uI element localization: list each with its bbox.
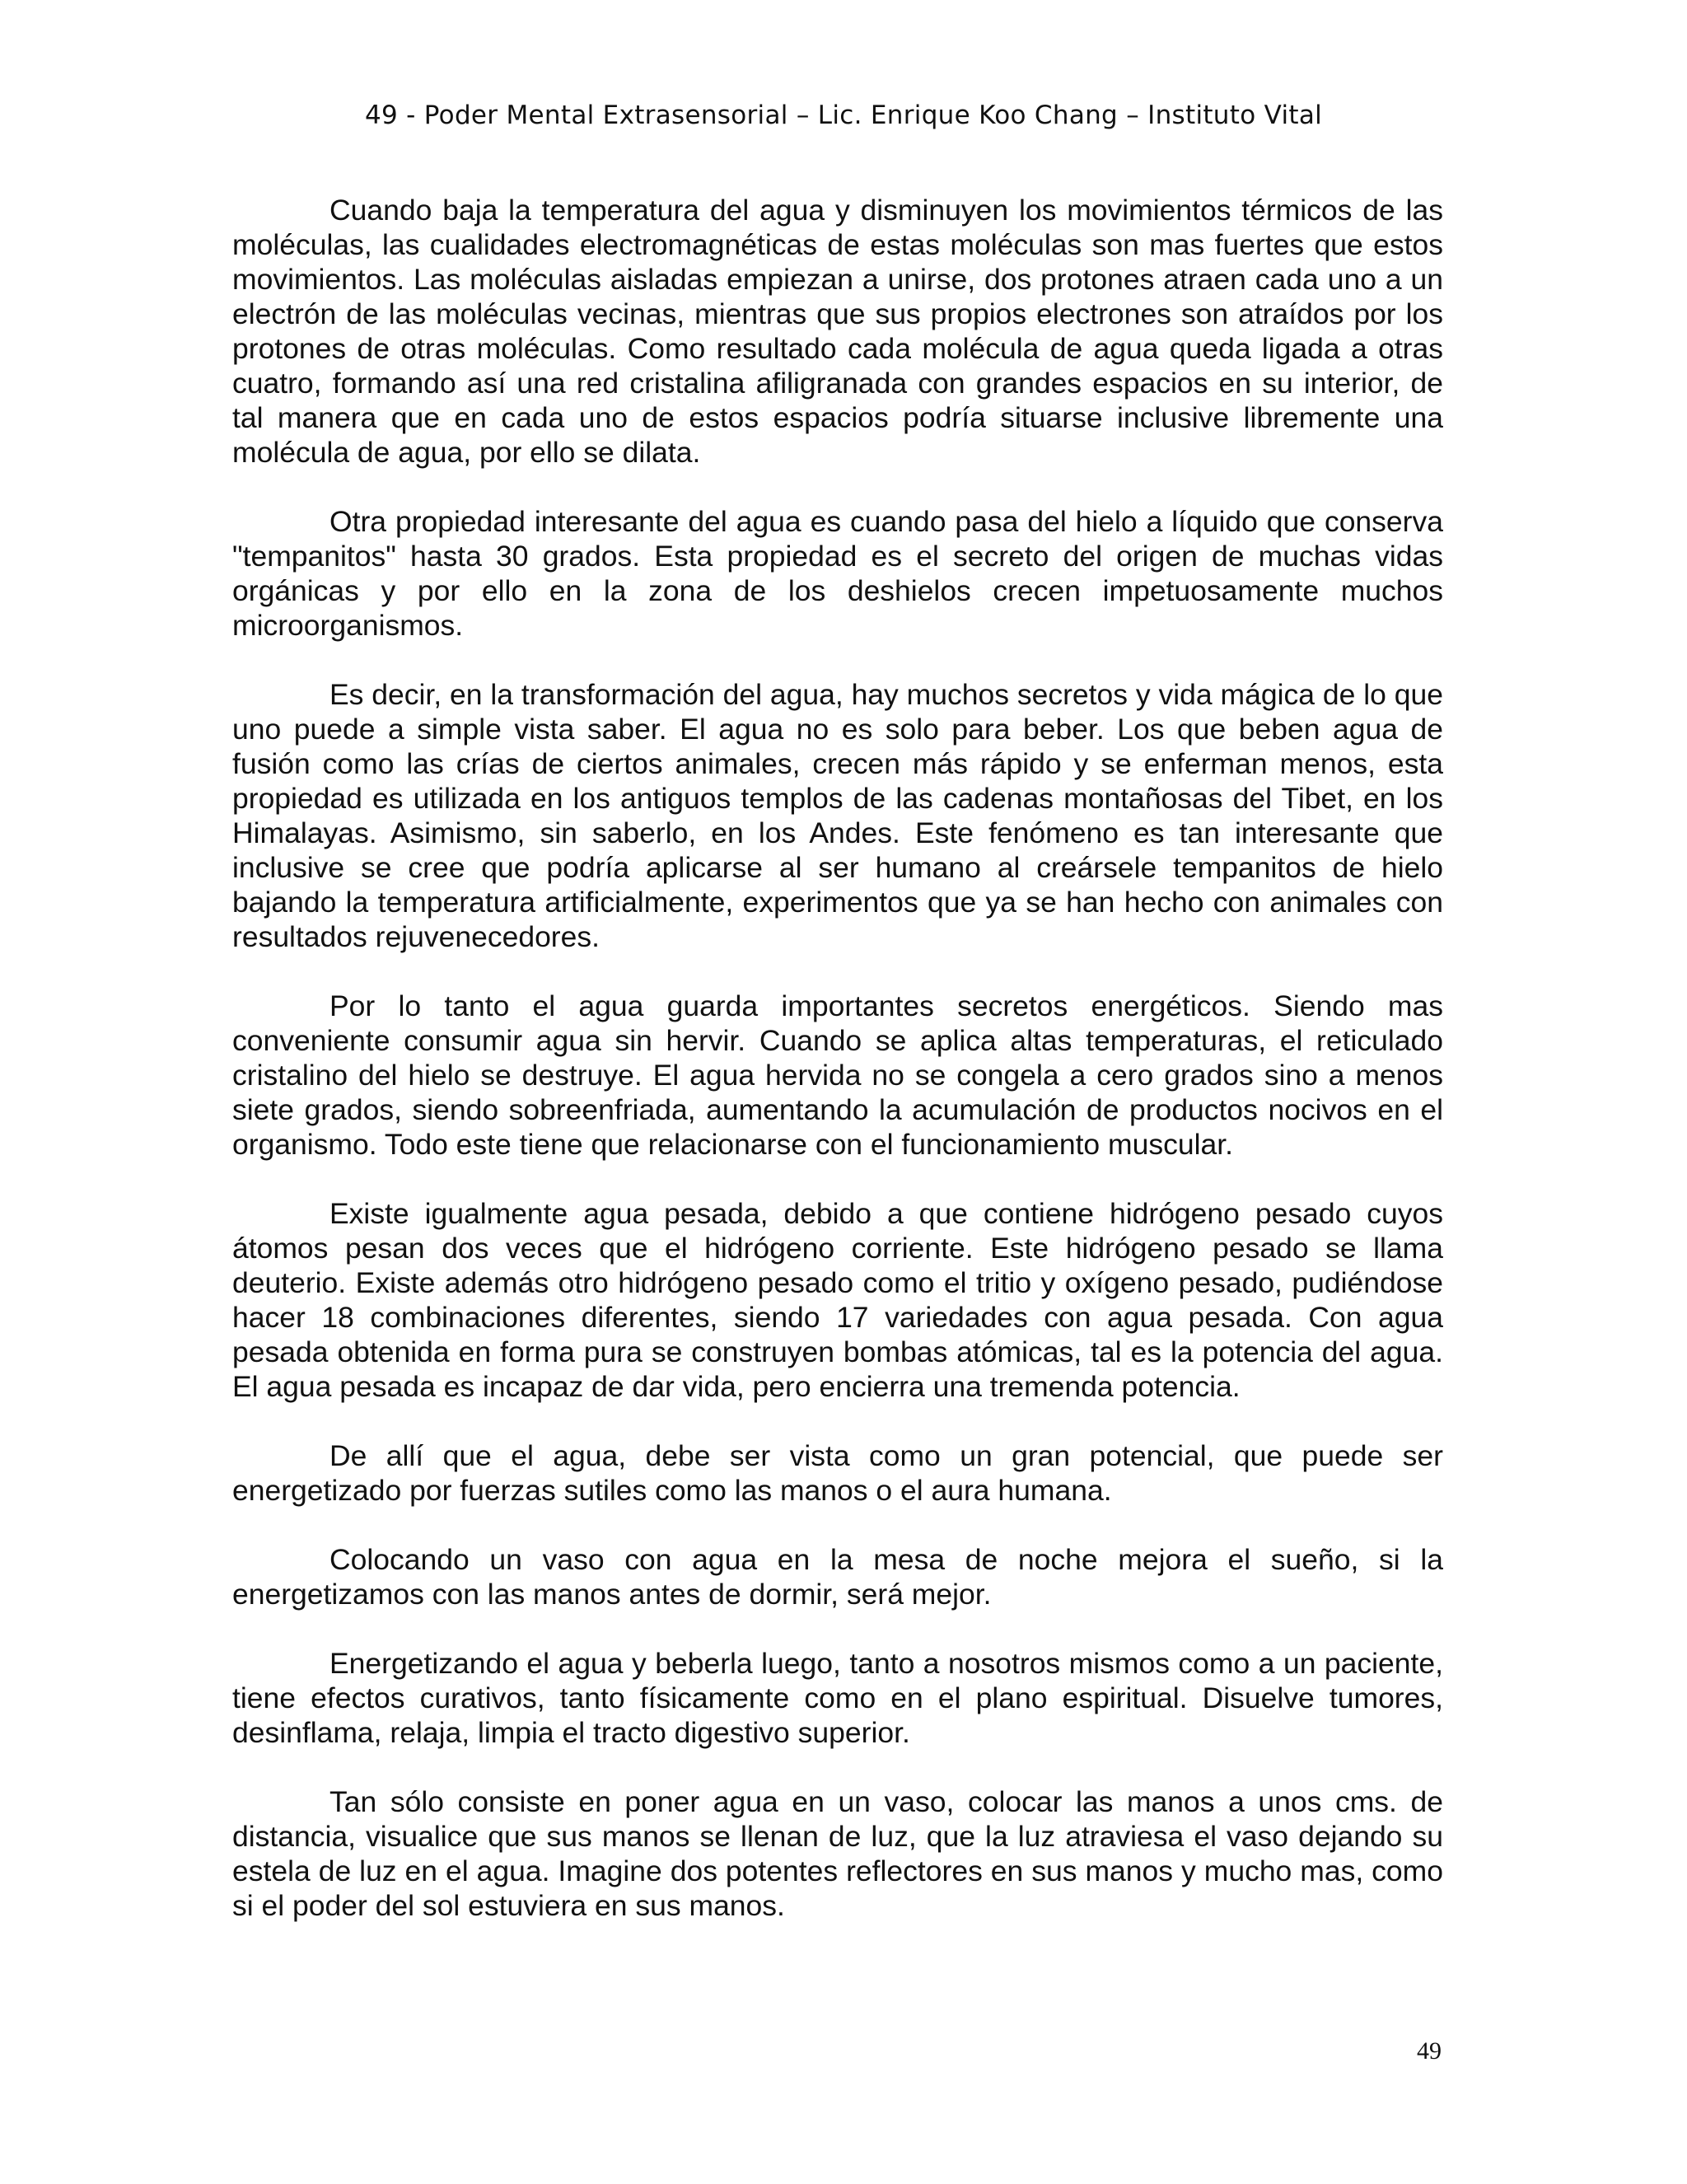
paragraph-instructions: Tan sólo consiste en poner agua en un vaso, colocar las manos a unos cms. de distancia, visualice que sus manos se llenan de luz, que la luz atraviesa el vaso dejando su estela de luz en el agua. Imagine dos potentes reflectores en sus manos y mucho mas, como si el poder del sol estuviera en sus manos. (232, 1785, 1443, 1922)
paragraph-molecular-structure: Cuando baja la temperatura del agua y disminuyen los movimientos térmicos de las moléculas, las cualidades electromagnéticas de estas moléculas son mas fuertes que estos movimientos. Las moléculas aisladas empiezan a unirse, dos protones atraen cada uno a un electrón de las moléculas vecinas, mientras que sus propios electrones son atraídos por los protones de otras moléculas. Como resultado cada molécula de agua queda ligada a otras cuatro, formando así una red cristalina afiligranada con grandes espacios en su interior, de tal manera que en cada uno de estos espacios podría situarse inclusive libremente una molécula de agua, por ello se dilata. (232, 194, 1443, 469)
running-header: 49 - Poder Mental Extrasensorial – Lic. Enrique Koo Chang – Instituto Vital (364, 101, 1323, 130)
paragraph-potential: De allí que el agua, debe ser vista como un gran potencial, que puede ser energetizado por fuerzas sutiles como las manos o el aura humana. (232, 1439, 1443, 1507)
paragraph-tempanitos: Otra propiedad interesante del agua es cuando pasa del hielo a líquido que conserva "tempanitos" hasta 30 grados. Esta propiedad es el secreto del origen de muchas vidas orgánicas y por ello en la zona de los deshielos crecen impetuosamente muchos microorganismos. (232, 505, 1443, 642)
paragraph-healing-effects: Energetizando el agua y beberla luego, tanto a nosotros mismos como a un paciente, tiene efectos curativos, tanto físicamente como en el plano espiritual. Disuelve tumores, desinflama, relaja, limpia el tracto digestivo superior. (232, 1647, 1443, 1749)
paragraph-energetic-secrets: Por lo tanto el agua guarda importantes secretos energéticos. Siendo mas conveniente consumir agua sin hervir. Cuando se aplica altas temperaturas, el reticulado cristalino del hielo se destruye. El agua hervida no se congela a cero grados sino a menos siete grados, siendo sobreenfriada, aumentando la acumulación de productos nocivos en el organismo. Todo este tiene que relacionarse con el funcionamiento muscular. (232, 989, 1443, 1161)
paragraph-fusion-water: Es decir, en la transformación del agua, hay muchos secretos y vida mágica de lo que uno puede a simple vista saber. El agua no es solo para beber. Los que beben agua de fusión como las crías de ciertos animales, crecen más rápido y se enferman menos, esta propiedad es utilizada en los antiguos templos de las cadenas montañosas del Tibet, en los Himalayas. Asimismo, sin saberlo, en los Andes. Este fenómeno es tan interesante que inclusive se cree que podría aplicarse al ser humano al creársele tempanitos de hielo bajando la temperatura artificialmente, experimentos que ya se han hecho con animales con resultados rejuvenecedores. (232, 678, 1443, 953)
paragraph-heavy-water: Existe igualmente agua pesada, debido a que contiene hidrógeno pesado cuyos átomos pesan dos veces que el hidrógeno corriente. Este hidrógeno pesado se llama deuterio. Existe además otro hidrógeno pesado como el tritio y oxígeno pesado, pudiéndose hacer 18 combinaciones diferentes, siendo 17 variedades con agua pesada. Con agua pesada obtenida en forma pura se construyen bombas atómicas, tal es la potencia del agua. El agua pesada es incapaz de dar vida, pero encierra una tremenda potencia. (232, 1197, 1443, 1403)
page-number: 49 (1417, 2037, 1442, 2065)
paragraph-night-glass: Colocando un vaso con agua en la mesa de noche mejora el sueño, si la energetizamos con las manos antes de dormir, será mejor. (232, 1543, 1443, 1611)
body-text (232, 193, 1443, 1923)
